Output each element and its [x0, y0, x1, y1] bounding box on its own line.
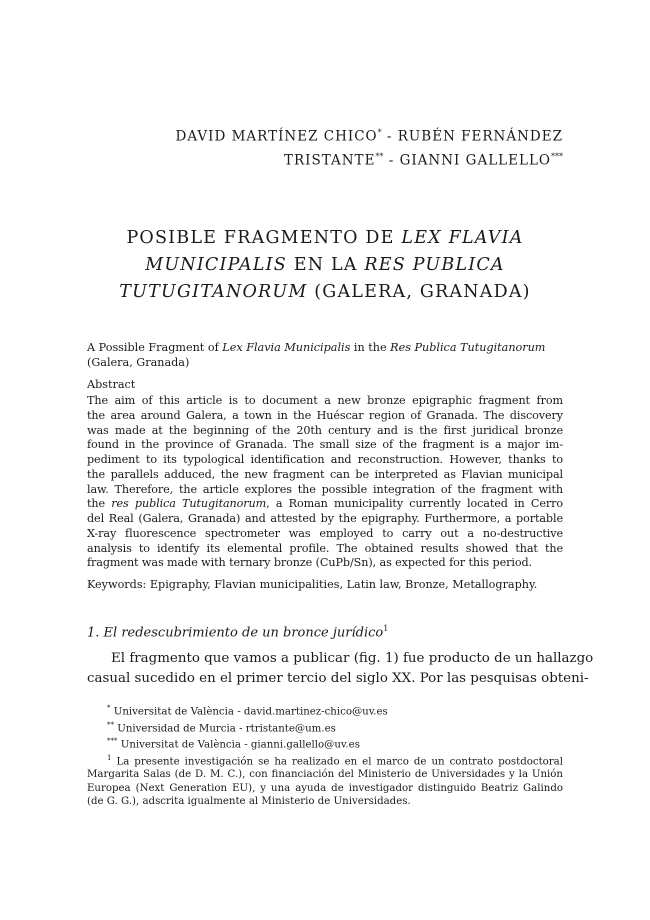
abstract-line: found in the province of Granada. The small size of the fragment is a major im-: [87, 438, 563, 452]
footnote-affiliation-3: *** Universitat de València - gianni.gallello@uv.es: [107, 737, 360, 751]
author-mark-1: *: [377, 128, 382, 137]
abstract-line: the area around Galera, a town in the Huéscar region of Granada. The discovery: [87, 408, 563, 422]
abstract-line: was made at the beginning of the 20th century and is the first juridical bronze: [87, 423, 563, 437]
section-heading: 1. El redescubrimiento de un bronce jurídico$^1$: [87, 624, 389, 641]
keywords: Keywords: Epigraphy, Flavian municipalities, Latin law, Bronze, Metallography.: [87, 578, 538, 591]
body-line: casual sucedido en el primer tercio del siglo XX. Por las pesquisas obteni-: [87, 671, 589, 686]
abstract-line: law. Therefore, the article explores the possible integration of the fragment with: [87, 482, 563, 496]
abstract-line: the res publica Tutugitanorum, a Roman municipality currently located in Cerro: [87, 497, 563, 511]
abstract-heading: Abstract: [87, 378, 136, 391]
footnote-ref: 1: [383, 624, 389, 633]
english-title: A Possible Fragment of Lex Flavia Municipalis in the Res Publica Tutugitanorum (Galera, Granada): [87, 341, 546, 369]
abstract-line: del Real (Galera, Granada) and attested by the epigraphy. Furthermore, a portable: [87, 512, 563, 525]
abstract-line: analysis to identify its elemental profile. The obtained results showed that the: [87, 541, 563, 555]
footnote-affiliation-2: ** Universidad de Murcia - rtristante@um.es: [107, 720, 336, 734]
abstract-body: [87, 394, 563, 571]
author-mark-2: **: [375, 151, 384, 161]
body-line: El fragmento que vamos a publicar (fig. 1) fue producto de un hallazgo: [111, 651, 594, 666]
author-mark-3: ***: [551, 151, 563, 161]
abstract-line: pediment to its typological identification and reconstruction. However, thanks to: [87, 453, 563, 466]
body-paragraph: [87, 649, 594, 689]
footnote-affiliation-1: * Universitat de València - david.martinez-chico@uv.es: [107, 704, 388, 718]
abstract-line: X-ray fluorescence spectrometer was employed to carry out a no-destructive: [87, 526, 563, 540]
author-list: [176, 123, 564, 170]
abstract-line: The aim of this article is to document a new bronze epigraphic fragment from: [87, 394, 563, 407]
author-line-1: DAVID MARTÍNEZ CHICO* - RUBÉN FERNÁNDEZ: [175, 128, 563, 145]
author-line-2: TRISTANTE** - GIANNI GALLELLO***: [283, 151, 563, 168]
footnotes: [87, 702, 563, 808]
footnote-1-line: (de G. G.), adscrita igualmente al Ministerio de Universidades.: [87, 795, 411, 807]
abstract-line: the parallels adduced, the new fragment can be interpreted as Flavian municipal: [87, 467, 563, 481]
footnote-1-line: Margarita Salas (de D. M. C.), con financiación del Ministerio de Universidades y la Unión: [87, 769, 563, 781]
footnote-1-line: Europea (Next Generation EU), y una ayuda de investigador distinguido Beatriz Galindo: [87, 782, 563, 794]
footnote-1-line: $^1$ La presente investigación se ha realizado en el marco de un contrato postdoctoral: [107, 753, 563, 768]
article-title: POSIBLE FRAGMENTO DE LEX FLAVIA MUNICIPALIS EN LA RES PUBLICA TUTUGITANORUM (GALERA, GRANADA): [119, 228, 531, 302]
abstract-line: fragment was made with ternary bronze (CuPb/Sn), as expected for this period.: [87, 556, 532, 570]
